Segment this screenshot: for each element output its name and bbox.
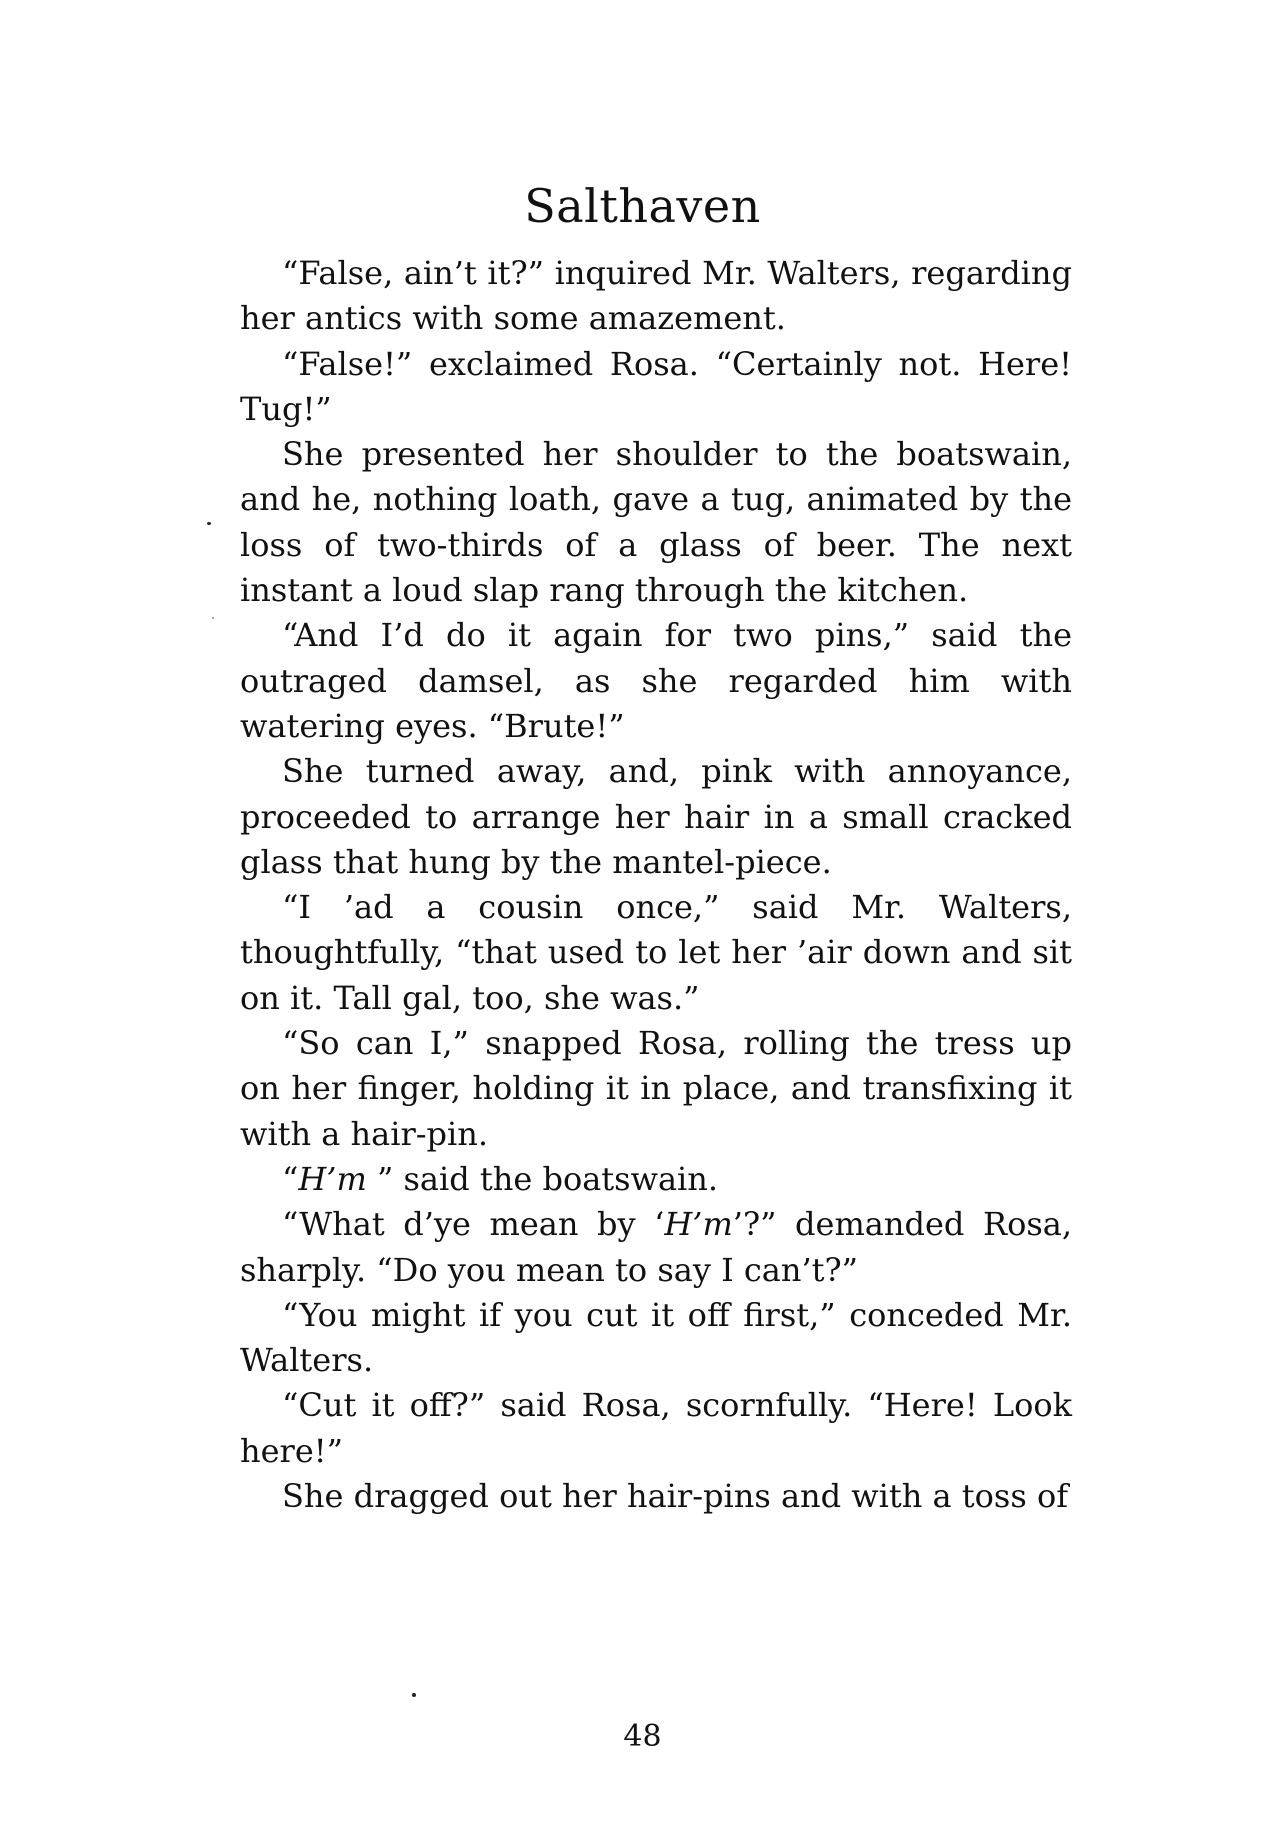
paragraph: “Cut it off?” said Rosa, scornfully. “Here! Look here!” [240, 1386, 1072, 1470]
scan-speck [412, 1693, 416, 1697]
body-text [240, 251, 1072, 1519]
paragraph-demand [240, 1202, 1072, 1293]
italic-hm: H’m [298, 1159, 367, 1198]
paragraph-hm [240, 1157, 1072, 1202]
open-quote: “ [282, 1159, 299, 1198]
paragraph: “So can I,” snapped Rosa, rolling the tress up on her finger, holding it in place, and transfixing it with a hair-pin. [240, 1024, 1072, 1153]
paragraph: She dragged out her hair-pins and with a toss of [282, 1477, 1069, 1516]
paragraph: She turned away, and, pink with annoyance, proceeded to arrange her hair in a small cracked glass that hung by the mantel-piece. [240, 752, 1072, 881]
paragraph: “False!” exclaimed Rosa. “Certainly not. Here! Tug!” [240, 344, 1072, 428]
paragraph: “I ’ad a cousin once,” said Mr. Walters, thoughtfully, “that used to let her ’air down and sit on it. Tall gal, too, she was.” [240, 888, 1072, 1017]
scan-speck [212, 617, 214, 619]
paragraph-rest: ” said the boatswain. [366, 1159, 719, 1198]
paragraph-lead: “What d’ye mean by ‘ [282, 1205, 665, 1244]
paragraph: “False, ain’t it?” inquired Mr. Walters, regarding her antics with some amazement. [240, 254, 1072, 338]
paragraph: “And I’d do it again for two pins,” said the outraged damsel, as she regarded him with watering eyes. “Brute!” [240, 616, 1072, 745]
paragraph: “You might if you cut it off first,” conceded Mr. Walters. [240, 1295, 1072, 1380]
italic-hm: H’m [664, 1205, 733, 1244]
paragraph-rest: ’?” demanded Rosa, sharply. “Do you mean to say I can’t?” [240, 1205, 1073, 1289]
page-number: 48 [623, 1719, 662, 1754]
paragraph: She presented her shoulder to the boatswain, and he, nothing loath, gave a tug, animated by the loss of two-thirds of a glass of beer. The next instant a loud slap rang through the kitchen. [240, 435, 1072, 610]
scan-speck [207, 522, 211, 525]
running-head: Salthaven [524, 179, 761, 233]
